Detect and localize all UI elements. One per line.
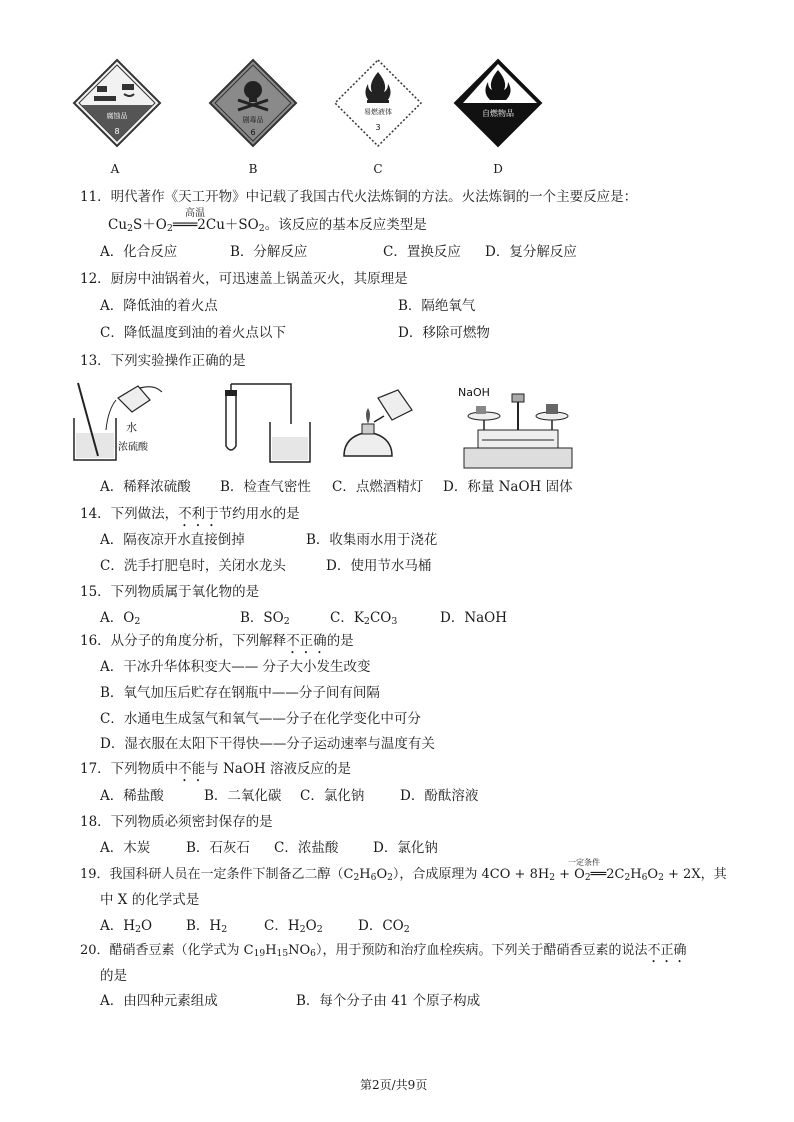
hazard-sign-spontaneous-combustion (453, 58, 543, 148)
q17-stem: 17．下列物质中不能与 NaOH 溶液反应的是 (80, 761, 351, 777)
hazard-sign-corrosive (72, 58, 162, 148)
alcohol-lamp-illustration (338, 386, 418, 470)
option-letter-a: A (110, 162, 120, 176)
q15-option-a[interactable]: A．$O_2$ (100, 610, 141, 627)
q17-option-a[interactable]: A．稀盐酸 (100, 788, 164, 804)
q17-option-b[interactable]: B．二氧化碳 (204, 788, 282, 804)
q20-stem-line2: 的是 (100, 968, 127, 984)
q16-option-c[interactable]: C．水通电生成氢气和氧气——分子在化学变化中可分 (100, 711, 421, 727)
q13-option-a[interactable]: A．稀释浓硫酸 (100, 479, 191, 495)
q14-option-a[interactable]: A．隔夜凉开水直接倒掉 (100, 532, 245, 548)
q13-option-c[interactable]: C．点燃酒精灯 (332, 479, 424, 495)
hazard-sign-flammable-liquid-number: 3 (375, 123, 381, 132)
q20-option-b[interactable]: B．每个分子由 41 个原子构成 (296, 993, 481, 1009)
q18-stem: 18．下列物质必须密封保存的是 (80, 814, 273, 830)
option-letter-d: D (493, 162, 503, 176)
q14-option-d[interactable]: D．使用节水马桶 (326, 558, 432, 574)
q12-option-b[interactable]: B．隔绝氧气 (398, 298, 476, 314)
hazard-sign-flammable-liquid-label: 易燃液体 (364, 108, 392, 116)
q11-option-b[interactable]: B．分解反应 (230, 244, 308, 260)
q19-option-d[interactable]: D．$CO_2$ (358, 918, 410, 935)
q19-option-b[interactable]: B．$H_2$ (186, 918, 228, 935)
hazard-sign-corrosive-number: 8 (114, 127, 120, 136)
water-label: 水 (126, 421, 137, 434)
q15-stem: 15．下列物质属于氧化物的是 (80, 584, 260, 600)
hazard-sign-corrosive-label: 腐蚀品 (106, 112, 128, 120)
q14-stem: 14．下列做法，不利于节约用水的是 (80, 506, 300, 522)
q16-option-d[interactable]: D．湿衣服在太阳下干得快——分子运动速率与温度有关 (100, 736, 435, 752)
dilute-acid-illustration (68, 378, 168, 468)
balance-illustration (458, 384, 578, 472)
q13-option-d[interactable]: D．称量 NaOH 固体 (443, 479, 573, 495)
page-footer: 第2页/共9页 (360, 1078, 428, 1092)
q11-equation-condition: 高温 (185, 208, 205, 219)
q19-equation-condition: 一定条件 (568, 858, 600, 867)
hazard-sign-flammable-liquid (333, 58, 423, 148)
q18-option-c[interactable]: C．浓盐酸 (274, 840, 339, 856)
q14-option-b[interactable]: B．收集雨水用于浇花 (306, 532, 438, 548)
option-letter-b: B (248, 162, 258, 176)
q18-option-a[interactable]: A．木炭 (100, 840, 151, 856)
q17-option-d[interactable]: D．酚酞溶液 (400, 788, 479, 804)
hazard-sign-toxic-number: 6 (250, 128, 256, 137)
airtightness-check-illustration (215, 382, 315, 470)
q15-option-d[interactable]: D．NaOH (440, 610, 508, 626)
q18-option-b[interactable]: B．石灰石 (186, 840, 250, 856)
q16-option-b[interactable]: B．氧气加压后贮存在钢瓶中——分子间有间隔 (100, 685, 380, 701)
q19-stem: 19．我国科研人员在一定条件下制备乙二醇$(C_2H_6O_2)$，合成原理为 $4CO + 8H_2$ + $O_2══2C_2H_6O_2 + 2X$，其 (80, 867, 727, 883)
q11-option-c[interactable]: C．置换反应 (383, 244, 461, 260)
q16-option-a[interactable]: A．干冰升华体积变大—— 分子大小发生改变 (100, 659, 371, 675)
q17-option-c[interactable]: C．氯化钠 (300, 788, 365, 804)
q12-option-c[interactable]: C．降低温度到油的着火点以下 (100, 325, 286, 341)
q19-option-a[interactable]: A．$H_2O$ (100, 918, 153, 935)
option-letter-c: C (373, 162, 383, 176)
q12-option-d[interactable]: D．移除可燃物 (398, 325, 490, 341)
q14-option-c[interactable]: C．洗手打肥皂时，关闭水龙头 (100, 558, 286, 574)
naoh-label: NaOH (458, 386, 490, 399)
q13-stem: 13．下列实验操作正确的是 (80, 353, 246, 369)
q12-stem: 12．厨房中油锅着火，可迅速盖上锅盖灭火，其原理是 (80, 271, 408, 287)
q15-option-c[interactable]: C．$K_2CO_3$ (330, 610, 398, 627)
hazard-sign-toxic (208, 58, 298, 148)
q11-stem: 11．明代著作《天工开物》中记载了我国古代火法炼铜的方法。火法炼铜的一个主要反应是： (80, 189, 638, 205)
q20-stem: 20．醋硝香豆素（化学式为 $C_{19}H_{15}NO_6$），用于预防和治疗血栓疾病。下列关于醋硝香豆素的说法不正确 (80, 943, 687, 959)
q18-option-d[interactable]: D．氯化钠 (373, 840, 438, 856)
q11-option-a[interactable]: A．化合反应 (100, 244, 178, 260)
hazard-sign-spontaneous-combustion-label: 自燃物品 (482, 109, 514, 118)
q16-stem: 16．从分子的角度分析，下列解释不正确的是 (80, 633, 354, 649)
q11-option-d[interactable]: D．复分解反应 (485, 244, 577, 260)
q13-option-b[interactable]: B．检查气密性 (220, 479, 311, 495)
q11-equation: $Cu_2S+O_2═══2Cu+SO_2$。该反应的基本反应类型是 (108, 217, 427, 234)
q19-option-c[interactable]: C．$H_2O_2$ (264, 918, 323, 935)
q19-stem-line2: 中 X 的化学式是 (100, 892, 200, 908)
q20-option-a[interactable]: A．由四种元素组成 (100, 993, 218, 1009)
concentrated-acid-label: 浓硫酸 (118, 442, 148, 453)
q12-option-a[interactable]: A．降低油的着火点 (100, 298, 218, 314)
q15-option-b[interactable]: B．$SO_2$ (240, 610, 290, 627)
hazard-sign-toxic-label: 剧毒品 (242, 116, 264, 124)
